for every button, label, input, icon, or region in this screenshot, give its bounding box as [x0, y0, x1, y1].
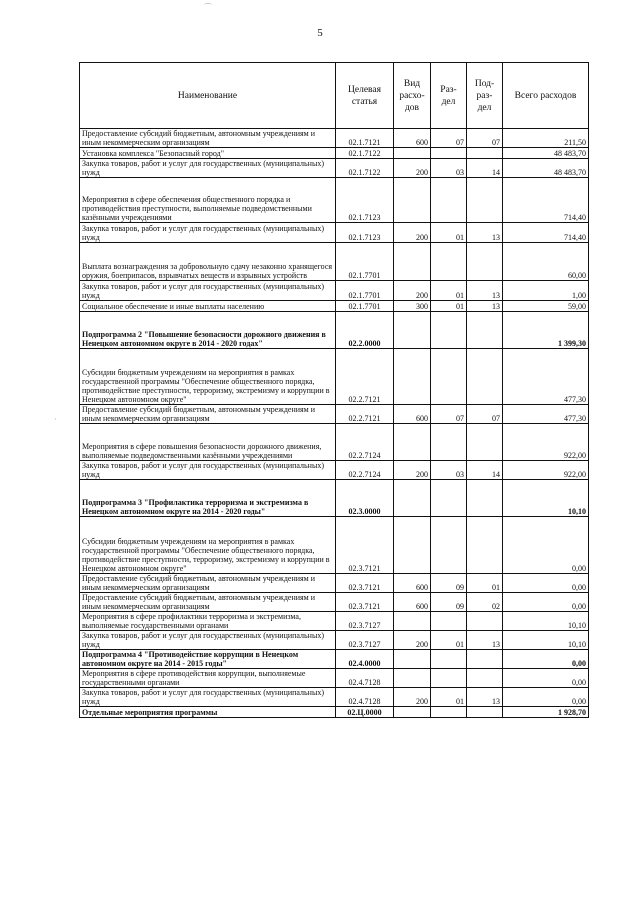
- cell-total: 10,10: [503, 612, 589, 631]
- column-header-total: Всего расходов: [503, 63, 589, 129]
- cell-name: Предоставление субсидий бюджетным, автономным учреждениям и иным некоммерческим организациям: [80, 574, 336, 593]
- cell-section: [431, 480, 467, 517]
- cell-name: Закупка товаров, работ и услуг для государственных (муниципальных) нужд: [80, 223, 336, 243]
- cell-target: 02.1.7123: [336, 223, 394, 243]
- cell-kind: 600: [394, 574, 431, 593]
- table-row: [80, 612, 589, 631]
- cell-section: [431, 178, 467, 223]
- cell-total: 0,00: [503, 688, 589, 707]
- cell-total: 714,40: [503, 223, 589, 243]
- table-row: [80, 223, 589, 243]
- cell-total: 48 483,70: [503, 159, 589, 178]
- column-header-target: Целевая статья: [336, 63, 394, 129]
- cell-name: Установка комплекса "Безопасный город": [80, 148, 336, 159]
- cell-section: [431, 312, 467, 349]
- table-row: [80, 148, 589, 159]
- cell-subsection: [467, 517, 503, 574]
- cell-kind: [394, 650, 431, 669]
- cell-total: 0,00: [503, 669, 589, 688]
- cell-kind: [394, 178, 431, 223]
- cell-kind: [394, 424, 431, 461]
- table-row: [80, 669, 589, 688]
- cell-kind: 200: [394, 159, 431, 178]
- cell-kind: 200: [394, 223, 431, 243]
- cell-section: [431, 148, 467, 159]
- cell-total: 48 483,70: [503, 148, 589, 159]
- scan-artifact: ⌒: [204, 3, 212, 12]
- cell-name: Мероприятия в сфере профилактики терроризма и экстремизма, выполняемые государственными органами: [80, 612, 336, 631]
- cell-total: 922,00: [503, 424, 589, 461]
- table-header-row: [80, 63, 589, 129]
- cell-target: 02.4.7128: [336, 688, 394, 707]
- cell-section: 09: [431, 593, 467, 612]
- cell-section: 03: [431, 461, 467, 480]
- cell-total: 10,10: [503, 631, 589, 650]
- cell-name: Закупка товаров, работ и услуг для государственных (муниципальных) нужд: [80, 688, 336, 707]
- cell-subsection: 07: [467, 129, 503, 148]
- table-row: [80, 480, 589, 517]
- cell-kind: [394, 349, 431, 405]
- cell-name: Мероприятия в сфере противодействия коррупции, выполняемые государственными органами: [80, 669, 336, 688]
- cell-section: [431, 517, 467, 574]
- cell-section: [431, 707, 467, 718]
- cell-target: 02.4.0000: [336, 650, 394, 669]
- table-row: [80, 301, 589, 312]
- cell-section: 01: [431, 688, 467, 707]
- cell-target: 02.Ц.0000: [336, 707, 394, 718]
- cell-kind: 600: [394, 593, 431, 612]
- cell-subsection: [467, 707, 503, 718]
- column-header-kind: Вид расхо- дов: [394, 63, 431, 129]
- cell-kind: 200: [394, 688, 431, 707]
- cell-subsection: [467, 424, 503, 461]
- cell-target: 02.2.0000: [336, 312, 394, 349]
- cell-total: 0,00: [503, 574, 589, 593]
- table-row: [80, 159, 589, 178]
- table-row: [80, 281, 589, 301]
- cell-name: Выплата вознаграждения за добровольную сдачу незаконно хранящегося оружия, боеприпасов, взрывчатых веществ и взрывных устройств: [80, 243, 336, 281]
- column-header-subsection: Под- раз- дел: [467, 63, 503, 129]
- cell-kind: [394, 243, 431, 281]
- cell-section: 01: [431, 281, 467, 301]
- cell-total: 922,00: [503, 461, 589, 480]
- cell-total: 0,00: [503, 517, 589, 574]
- cell-name: Закупка товаров, работ и услуг для государственных (муниципальных) нужд: [80, 631, 336, 650]
- table-row: [80, 707, 589, 718]
- cell-target: 02.1.7701: [336, 243, 394, 281]
- cell-target: 02.3.7127: [336, 631, 394, 650]
- cell-target: 02.2.7124: [336, 461, 394, 480]
- cell-total: 0,00: [503, 650, 589, 669]
- table-row: [80, 349, 589, 405]
- cell-kind: [394, 707, 431, 718]
- table-row: [80, 129, 589, 148]
- table-row: [80, 424, 589, 461]
- cell-target: 02.3.0000: [336, 480, 394, 517]
- cell-total: 477,30: [503, 349, 589, 405]
- table-row: [80, 517, 589, 574]
- table-row: [80, 650, 589, 669]
- cell-target: 02.1.7123: [336, 178, 394, 223]
- cell-kind: [394, 148, 431, 159]
- cell-name: Закупка товаров, работ и услуг для государственных (муниципальных) нужд: [80, 461, 336, 480]
- cell-subsection: 01: [467, 574, 503, 593]
- cell-target: 02.3.7121: [336, 574, 394, 593]
- cell-section: 03: [431, 159, 467, 178]
- scan-artifact: ·: [54, 415, 57, 424]
- cell-name: Предоставление субсидий бюджетным, автономным учреждениям и иным некоммерческим организациям: [80, 405, 336, 424]
- cell-target: 02.1.7122: [336, 148, 394, 159]
- column-header-section: Раз- дел: [431, 63, 467, 129]
- table-row: [80, 631, 589, 650]
- cell-target: 02.3.7121: [336, 593, 394, 612]
- cell-name: Подпрограмма 4 "Противодействие коррупции в Ненецком автономном округе на 2014 - 2015 годы": [80, 650, 336, 669]
- cell-name: Предоставление субсидий бюджетным, автономным учреждениям и иным некоммерческим организациям: [80, 129, 336, 148]
- cell-target: 02.2.7121: [336, 349, 394, 405]
- cell-subsection: 07: [467, 405, 503, 424]
- cell-total: 59,00: [503, 301, 589, 312]
- cell-section: [431, 650, 467, 669]
- cell-subsection: 13: [467, 688, 503, 707]
- cell-name: Закупка товаров, работ и услуг для государственных (муниципальных) нужд: [80, 281, 336, 301]
- cell-target: 02.2.7124: [336, 424, 394, 461]
- cell-name: Социальное обеспечение и иные выплаты населению: [80, 301, 336, 312]
- cell-kind: [394, 669, 431, 688]
- cell-section: 01: [431, 223, 467, 243]
- cell-kind: 600: [394, 405, 431, 424]
- table-body: [80, 129, 589, 718]
- cell-section: [431, 424, 467, 461]
- cell-name: Отдельные мероприятия программы: [80, 707, 336, 718]
- table-row: [80, 461, 589, 480]
- cell-target: 02.3.7121: [336, 517, 394, 574]
- cell-total: 211,50: [503, 129, 589, 148]
- cell-target: 02.4.7128: [336, 669, 394, 688]
- cell-total: 1,00: [503, 281, 589, 301]
- table-row: [80, 574, 589, 593]
- cell-kind: [394, 312, 431, 349]
- cell-subsection: 14: [467, 159, 503, 178]
- cell-name: Мероприятия в сфере обеспечения общественного порядка и противодействия преступности, выполняемые подведомственными казёнными учреждениями: [80, 178, 336, 223]
- cell-kind: 200: [394, 281, 431, 301]
- cell-target: 02.1.7122: [336, 159, 394, 178]
- column-header-name: Наименование: [80, 63, 336, 129]
- cell-name: Подпрограмма 2 "Повышение безопасности дорожного движения в Ненецком автономном округе в 2014 - 2020 годах": [80, 312, 336, 349]
- cell-section: [431, 612, 467, 631]
- cell-subsection: 13: [467, 301, 503, 312]
- table-row: [80, 593, 589, 612]
- cell-target: 02.2.7121: [336, 405, 394, 424]
- cell-kind: 200: [394, 631, 431, 650]
- cell-name: Подпрограмма 3 "Профилактика терроризма и экстремизма в Ненецком автономном округе на 2014 - 2020 годы": [80, 480, 336, 517]
- cell-total: 10,10: [503, 480, 589, 517]
- table-row: [80, 312, 589, 349]
- table-row: [80, 688, 589, 707]
- cell-kind: 600: [394, 129, 431, 148]
- cell-target: 02.1.7701: [336, 301, 394, 312]
- cell-section: 07: [431, 129, 467, 148]
- cell-kind: [394, 612, 431, 631]
- page-number: 5: [317, 27, 323, 39]
- cell-target: 02.3.7127: [336, 612, 394, 631]
- cell-subsection: 13: [467, 223, 503, 243]
- cell-name: Субсидии бюджетным учреждениям на мероприятия в рамках государственной программы "Обеспечение общественного порядка, противодействие преступности, терроризму, экстремизму и коррупции в Ненецком автономном округе": [80, 349, 336, 405]
- cell-name: Предоставление субсидий бюджетным, автономным учреждениям и иным некоммерческим организациям: [80, 593, 336, 612]
- cell-subsection: 02: [467, 593, 503, 612]
- cell-subsection: [467, 349, 503, 405]
- cell-kind: 300: [394, 301, 431, 312]
- cell-kind: [394, 480, 431, 517]
- cell-total: 1 399,30: [503, 312, 589, 349]
- cell-subsection: 13: [467, 281, 503, 301]
- cell-section: 07: [431, 405, 467, 424]
- table-row: [80, 178, 589, 223]
- cell-subsection: [467, 650, 503, 669]
- cell-total: 60,00: [503, 243, 589, 281]
- cell-section: [431, 669, 467, 688]
- cell-section: 09: [431, 574, 467, 593]
- cell-name: Мероприятия в сфере повышения безопасности дорожного движения, выполняемые подведомственными казёнными учреждениями: [80, 424, 336, 461]
- cell-total: 477,30: [503, 405, 589, 424]
- table-row: [80, 243, 589, 281]
- cell-target: 02.1.7701: [336, 281, 394, 301]
- cell-section: 01: [431, 301, 467, 312]
- cell-subsection: [467, 480, 503, 517]
- cell-name: Закупка товаров, работ и услуг для государственных (муниципальных) нужд: [80, 159, 336, 178]
- cell-subsection: 14: [467, 461, 503, 480]
- cell-subsection: 13: [467, 631, 503, 650]
- cell-total: 1 928,70: [503, 707, 589, 718]
- cell-total: 0,00: [503, 593, 589, 612]
- cell-subsection: [467, 178, 503, 223]
- cell-section: [431, 243, 467, 281]
- cell-total: 714,40: [503, 178, 589, 223]
- cell-subsection: [467, 669, 503, 688]
- cell-name: Субсидии бюджетным учреждениям на мероприятия в рамках государственной программы "Обеспечение общественного порядка, противодействие преступности, терроризму, экстремизму и коррупции в Ненецком автономном округе": [80, 517, 336, 574]
- cell-kind: [394, 517, 431, 574]
- cell-subsection: [467, 612, 503, 631]
- cell-kind: 200: [394, 461, 431, 480]
- cell-section: 01: [431, 631, 467, 650]
- table-row: [80, 405, 589, 424]
- cell-subsection: [467, 243, 503, 281]
- cell-subsection: [467, 312, 503, 349]
- cell-target: 02.1.7121: [336, 129, 394, 148]
- budget-table: [79, 62, 589, 718]
- cell-section: [431, 349, 467, 405]
- cell-subsection: [467, 148, 503, 159]
